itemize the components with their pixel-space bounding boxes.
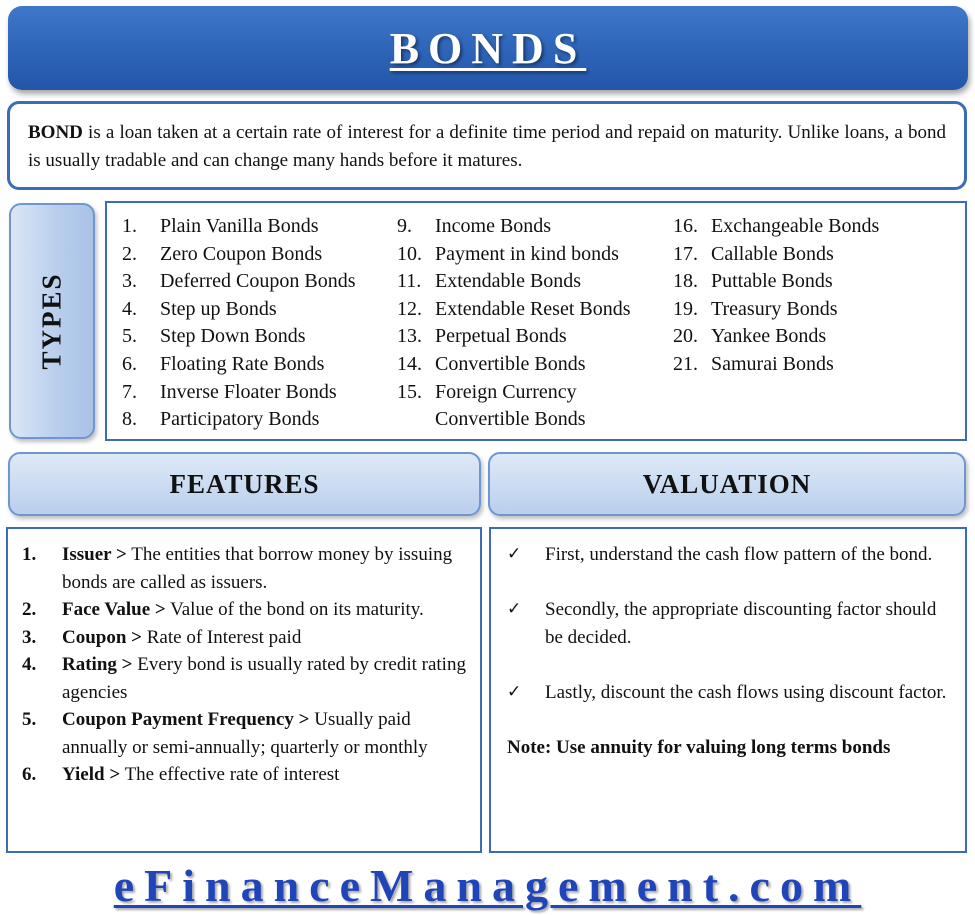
- feature-description: The entities that borrow money by issuing bonds are called as issuers.: [62, 544, 453, 593]
- bond-type-number: 10.: [397, 242, 422, 265]
- valuation-list: [507, 541, 953, 706]
- feature-body: [62, 624, 301, 652]
- feature-description: The effective rate of interest: [120, 764, 340, 785]
- bond-type-name: Callable Bonds: [711, 242, 834, 265]
- valuation-step: [507, 679, 953, 707]
- feature-body: [62, 596, 424, 624]
- feature-term: Coupon >: [62, 626, 142, 648]
- bond-type-number: 19.: [673, 297, 698, 320]
- bond-type-item: [397, 296, 631, 324]
- feature-description: Rate of Interest paid: [142, 626, 302, 648]
- bond-type-name: Exchangeable Bonds: [711, 215, 880, 237]
- bond-type-name: Samurai Bonds: [711, 352, 834, 375]
- feature-number: 4.: [22, 654, 37, 675]
- types-tab: [9, 203, 95, 439]
- bond-type-item: [122, 241, 356, 269]
- feature-number: 6.: [22, 764, 37, 785]
- definition-box: [7, 101, 967, 190]
- bond-type-name: Floating Rate Bonds: [160, 352, 325, 375]
- valuation-step-text: Secondly, the appropriate discounting factor should be decided.: [545, 599, 937, 648]
- check-icon: ✓: [507, 681, 522, 702]
- check-icon: ✓: [507, 544, 522, 564]
- page-title: BONDS: [389, 23, 587, 73]
- valuation-step-text: Lastly, discount the cash flows using discount factor.: [545, 681, 947, 703]
- feature-body: [62, 541, 470, 596]
- bond-type-number: 4.: [122, 297, 137, 320]
- features-panel: [6, 527, 482, 853]
- feature-number: 3.: [22, 626, 37, 648]
- feature-item: [22, 651, 470, 706]
- valuation-step-text: First, understand the cash flow pattern of the bond.: [545, 544, 933, 565]
- types-label: TYPES: [36, 272, 67, 370]
- bond-type-item: [122, 351, 356, 379]
- feature-description: Every bond is usually rated by credit rating agencies: [62, 654, 466, 703]
- bond-type-item: [673, 213, 879, 241]
- valuation-step: [507, 596, 953, 651]
- valuation-heading-label: VALUATION: [642, 468, 812, 499]
- valuation-note: Note: Use annuity for valuing long terms bonds: [507, 736, 891, 758]
- bond-type-number: 2.: [122, 242, 137, 265]
- header-banner: [8, 6, 968, 90]
- bond-type-item: [122, 379, 356, 407]
- bond-type-name: Step up Bonds: [160, 297, 277, 320]
- feature-body: [62, 651, 470, 706]
- footer: [0, 856, 975, 915]
- bond-type-number: 20.: [673, 325, 698, 348]
- bond-type-name: Treasury Bonds: [711, 297, 838, 320]
- bond-type-name: Inverse Floater Bonds: [160, 380, 337, 403]
- bond-type-name: Yankee Bonds: [711, 325, 827, 348]
- definition-text: is a loan taken at a certain rate of interest for a definite time period and repaid on maturity. Unlike loans, a bond is usually tradable and can change many hands before it matures.: [28, 122, 946, 171]
- feature-item: [22, 706, 470, 761]
- bond-type-item: [673, 241, 879, 269]
- bond-type-number: 7.: [122, 380, 137, 403]
- feature-body: [62, 706, 470, 761]
- bond-type-number: 8.: [122, 408, 137, 431]
- feature-item: [22, 761, 470, 789]
- bond-type-item: [673, 296, 879, 324]
- bond-type-item: [397, 213, 631, 241]
- bond-type-name: Payment in kind bonds: [435, 242, 619, 265]
- feature-item: [22, 541, 470, 596]
- bond-type-item: [397, 323, 631, 351]
- valuation-panel: [489, 527, 967, 853]
- feature-number: 5.: [22, 709, 37, 730]
- bond-type-item: [397, 379, 631, 407]
- bond-type-name: Convertible Bonds: [435, 352, 586, 375]
- bond-type-number: 6.: [122, 352, 137, 375]
- types-column-2: [397, 213, 631, 434]
- feature-number: 2.: [22, 599, 37, 620]
- bond-type-number: 18.: [673, 270, 698, 293]
- bond-type-name-continued: Convertible Bonds: [435, 408, 586, 431]
- bond-type-number: 3.: [122, 270, 137, 293]
- bond-type-item: [397, 241, 631, 269]
- definition-term: BOND: [28, 122, 83, 143]
- feature-term: Yield >: [62, 764, 121, 785]
- feature-term: Rating >: [62, 654, 133, 675]
- feature-item: [22, 624, 470, 652]
- feature-description: Value of the bond on its maturity.: [165, 599, 424, 620]
- bond-type-number: 15.: [397, 380, 422, 403]
- bond-type-item: [122, 213, 356, 241]
- bond-type-number: 11.: [397, 270, 422, 293]
- bond-type-number: 12.: [397, 297, 422, 320]
- bond-type-number: 9.: [397, 215, 412, 237]
- valuation-heading: [488, 452, 966, 516]
- feature-body: [62, 761, 339, 789]
- check-icon: ✓: [507, 599, 522, 619]
- bond-type-number: 1.: [122, 215, 137, 237]
- feature-item: [22, 596, 470, 624]
- bond-type-number: 17.: [673, 242, 698, 265]
- bond-type-item: [122, 296, 356, 324]
- bond-type-item: [397, 351, 631, 379]
- feature-description: Usually paid annually or semi-annually; quarterly or monthly: [62, 709, 428, 758]
- bond-type-item: [122, 323, 356, 351]
- feature-term: Coupon Payment Frequency >: [62, 709, 310, 730]
- feature-term: Issuer >: [62, 544, 127, 565]
- feature-term: Face Value >: [62, 599, 166, 620]
- bond-type-item: [673, 268, 879, 296]
- bond-type-name: Deferred Coupon Bonds: [160, 270, 356, 293]
- bond-type-name: Step Down Bonds: [160, 325, 306, 348]
- brand-link[interactable]: eFinanceManagement.com: [113, 860, 862, 911]
- types-column-3: [673, 213, 879, 379]
- features-heading: [8, 452, 481, 516]
- bond-type-name: Perpetual Bonds: [435, 325, 567, 348]
- valuation-step: [507, 541, 953, 569]
- bond-type-name: Income Bonds: [435, 215, 552, 237]
- bond-type-name: Plain Vanilla Bonds: [160, 215, 319, 237]
- bond-type-number: 13.: [397, 325, 422, 348]
- bond-type-number: 5.: [122, 325, 137, 348]
- types-column-1: [122, 213, 356, 434]
- bond-type-number: 14.: [397, 352, 422, 375]
- feature-number: 1.: [22, 544, 37, 565]
- bond-type-name: Puttable Bonds: [711, 270, 833, 293]
- types-list: [105, 201, 967, 441]
- bond-type-name: Foreign Currency: [435, 380, 577, 403]
- bond-type-name: Zero Coupon Bonds: [160, 242, 323, 265]
- features-heading-label: FEATURES: [169, 468, 320, 499]
- bond-type-name: Extendable Reset Bonds: [435, 297, 631, 320]
- bond-type-number: 16.: [673, 215, 698, 237]
- bond-type-name: Participatory Bonds: [160, 408, 320, 431]
- bond-type-item: [122, 406, 356, 434]
- bond-type-item: [673, 323, 879, 351]
- bond-type-number: 21.: [673, 352, 698, 375]
- bond-type-item: [122, 268, 356, 296]
- bond-type-item: [397, 268, 631, 296]
- bond-type-name: Extendable Bonds: [435, 270, 582, 293]
- bond-type-item: [673, 351, 879, 379]
